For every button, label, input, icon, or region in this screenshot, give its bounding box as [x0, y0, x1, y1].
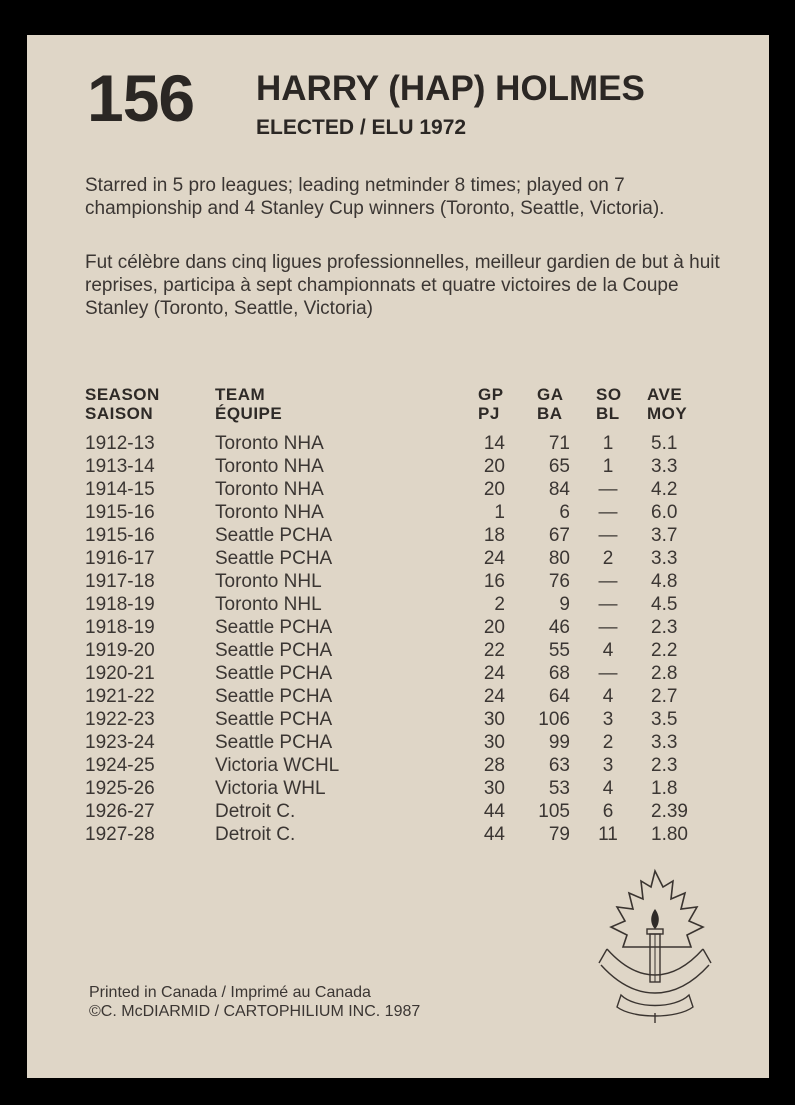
- stats-row: [27, 501, 769, 524]
- stats-row: [27, 823, 769, 846]
- ave-cell: 4.2: [651, 479, 678, 500]
- stats-row: [27, 777, 769, 800]
- gp-cell: 2: [494, 594, 505, 615]
- stats-row: [27, 662, 769, 685]
- team-cell: Seattle PCHA: [215, 663, 333, 684]
- ave-cell: 1.80: [651, 824, 688, 845]
- so-cell: —: [598, 571, 618, 592]
- so-cell: —: [598, 525, 618, 546]
- stats-row: [27, 570, 769, 593]
- team-cell: Toronto NHA: [215, 433, 324, 454]
- hockey-hall-of-fame-logo: [593, 867, 718, 1025]
- ga-cell: 105: [538, 801, 570, 822]
- season-cell: 1913-14: [85, 456, 155, 477]
- so-cell: 3: [602, 755, 614, 776]
- ave-cell: 2.3: [651, 617, 678, 638]
- so-cell: —: [598, 594, 618, 615]
- so-cell: 4: [602, 778, 614, 799]
- stats-row: [27, 639, 769, 662]
- header-gp: GP PJ: [478, 385, 504, 423]
- so-cell: 2: [602, 732, 614, 753]
- stats-table: [27, 432, 769, 846]
- team-cell: Detroit C.: [215, 824, 296, 845]
- header-so: SO BL: [596, 385, 622, 423]
- gp-cell: 30: [483, 732, 505, 753]
- season-cell: 1920-21: [85, 663, 155, 684]
- team-cell: Toronto NHA: [215, 502, 324, 523]
- ga-cell: 80: [548, 548, 570, 569]
- printed-in-canada: Printed in Canada / Imprimé au Canada: [89, 984, 371, 1001]
- ga-cell: 63: [548, 755, 570, 776]
- so-cell: 6: [602, 801, 614, 822]
- stats-row: [27, 593, 769, 616]
- gp-cell: 16: [483, 571, 505, 592]
- ga-cell: 55: [548, 640, 570, 661]
- gp-cell: 20: [483, 456, 505, 477]
- gp-cell: 24: [483, 548, 505, 569]
- team-cell: Toronto NHL: [215, 594, 322, 615]
- header-team: TEAM ÉQUIPE: [215, 385, 283, 423]
- ave-cell: 2.3: [651, 755, 678, 776]
- ave-cell: 4.8: [651, 571, 678, 592]
- ga-cell: 71: [548, 433, 570, 454]
- team-cell: Seattle PCHA: [215, 732, 333, 753]
- ave-cell: 1.8: [651, 778, 678, 799]
- team-cell: Toronto NHA: [215, 456, 324, 477]
- stats-row: [27, 731, 769, 754]
- bio-french: Fut célèbre dans cinq ligues professionnelles, meilleur gardien de but à huit reprises, participa à sept championnats et quatre victoires de la Coupe Stanley (Toronto, Seattle, Victoria): [85, 252, 720, 319]
- gp-cell: 24: [483, 663, 505, 684]
- team-cell: Seattle PCHA: [215, 548, 333, 569]
- season-cell: 1915-16: [85, 525, 155, 546]
- so-cell: 4: [602, 640, 614, 661]
- stats-row: [27, 754, 769, 777]
- gp-cell: 18: [483, 525, 505, 546]
- gp-cell: 1: [494, 502, 505, 523]
- team-cell: Toronto NHA: [215, 479, 324, 500]
- ga-cell: 84: [548, 479, 570, 500]
- so-cell: —: [598, 502, 618, 523]
- gp-cell: 28: [483, 755, 505, 776]
- ave-cell: 5.1: [651, 433, 678, 454]
- header-ga: GA BA: [537, 385, 564, 423]
- season-cell: 1918-19: [85, 594, 155, 615]
- stats-row: [27, 455, 769, 478]
- gp-cell: 20: [483, 479, 505, 500]
- stats-row: [27, 524, 769, 547]
- ga-cell: 67: [548, 525, 570, 546]
- so-cell: —: [598, 479, 618, 500]
- gp-cell: 22: [483, 640, 505, 661]
- season-cell: 1922-23: [85, 709, 155, 730]
- ga-cell: 79: [548, 824, 570, 845]
- season-cell: 1914-15: [85, 479, 155, 500]
- season-cell: 1926-27: [85, 801, 155, 822]
- stats-row: [27, 800, 769, 823]
- team-cell: Seattle PCHA: [215, 709, 333, 730]
- ave-cell: 2.2: [651, 640, 678, 661]
- ave-cell: 2.7: [651, 686, 678, 707]
- so-cell: 4: [602, 686, 614, 707]
- stats-row: [27, 616, 769, 639]
- gp-cell: 20: [483, 617, 505, 638]
- season-cell: 1918-19: [85, 617, 155, 638]
- stats-row: [27, 685, 769, 708]
- card-back: [27, 35, 769, 1078]
- gp-cell: 14: [483, 433, 505, 454]
- ave-cell: 3.5: [651, 709, 678, 730]
- so-cell: —: [598, 617, 618, 638]
- team-cell: Seattle PCHA: [215, 525, 333, 546]
- so-cell: —: [598, 663, 618, 684]
- ga-cell: 99: [548, 732, 570, 753]
- so-cell: 1: [602, 456, 614, 477]
- elected-year: ELECTED / ELU 1972: [256, 116, 467, 139]
- season-cell: 1921-22: [85, 686, 155, 707]
- ave-cell: 2.8: [651, 663, 678, 684]
- stats-row: [27, 708, 769, 731]
- stats-row: [27, 432, 769, 455]
- team-cell: Toronto NHL: [215, 571, 322, 592]
- ave-cell: 3.3: [651, 456, 678, 477]
- footer: [89, 983, 420, 1021]
- player-name: HARRY (HAP) HOLMES: [256, 69, 645, 108]
- ga-cell: 65: [548, 456, 570, 477]
- team-cell: Victoria WHL: [215, 778, 326, 799]
- season-cell: 1919-20: [85, 640, 155, 661]
- season-cell: 1923-24: [85, 732, 155, 753]
- ave-cell: 3.3: [651, 732, 678, 753]
- team-cell: Seattle PCHA: [215, 617, 333, 638]
- so-cell: 1: [602, 433, 614, 454]
- season-cell: 1925-26: [85, 778, 155, 799]
- gp-cell: 44: [483, 824, 505, 845]
- stats-row: [27, 478, 769, 501]
- stats-row: [27, 547, 769, 570]
- ga-cell: 46: [548, 617, 570, 638]
- ave-cell: 6.0: [651, 502, 678, 523]
- ga-cell: 9: [559, 594, 570, 615]
- season-cell: 1924-25: [85, 755, 155, 776]
- so-cell: 11: [598, 824, 618, 845]
- gp-cell: 30: [483, 778, 505, 799]
- ave-cell: 2.39: [651, 801, 688, 822]
- gp-cell: 44: [483, 801, 505, 822]
- ga-cell: 6: [559, 502, 570, 523]
- season-cell: 1912-13: [85, 433, 155, 454]
- team-cell: Victoria WCHL: [215, 755, 340, 776]
- card-number: 156: [87, 61, 195, 135]
- bio-english: Starred in 5 pro leagues; leading netminder 8 times; played on 7 championship and 4 Stanley Cup winners (Toronto, Seattle, Victoria).: [85, 175, 665, 219]
- ave-cell: 4.5: [651, 594, 678, 615]
- ga-cell: 106: [538, 709, 570, 730]
- team-cell: Detroit C.: [215, 801, 296, 822]
- header-ave: AVE MOY: [647, 385, 688, 423]
- gp-cell: 24: [483, 686, 505, 707]
- team-cell: Seattle PCHA: [215, 640, 333, 661]
- ave-cell: 3.3: [651, 548, 678, 569]
- ave-cell: 3.7: [651, 525, 678, 546]
- season-cell: 1915-16: [85, 502, 155, 523]
- ga-cell: 76: [548, 571, 570, 592]
- copyright: ©C. McDIARMID / CARTOPHILIUM INC. 1987: [89, 1003, 421, 1020]
- team-cell: Seattle PCHA: [215, 686, 333, 707]
- season-cell: 1917-18: [85, 571, 155, 592]
- ga-cell: 53: [548, 778, 570, 799]
- ga-cell: 64: [548, 686, 570, 707]
- so-cell: 2: [602, 548, 614, 569]
- so-cell: 3: [602, 709, 614, 730]
- ga-cell: 68: [548, 663, 570, 684]
- header-season: SEASON SAISON: [85, 385, 160, 423]
- gp-cell: 30: [483, 709, 505, 730]
- season-cell: 1927-28: [85, 824, 155, 845]
- season-cell: 1916-17: [85, 548, 155, 569]
